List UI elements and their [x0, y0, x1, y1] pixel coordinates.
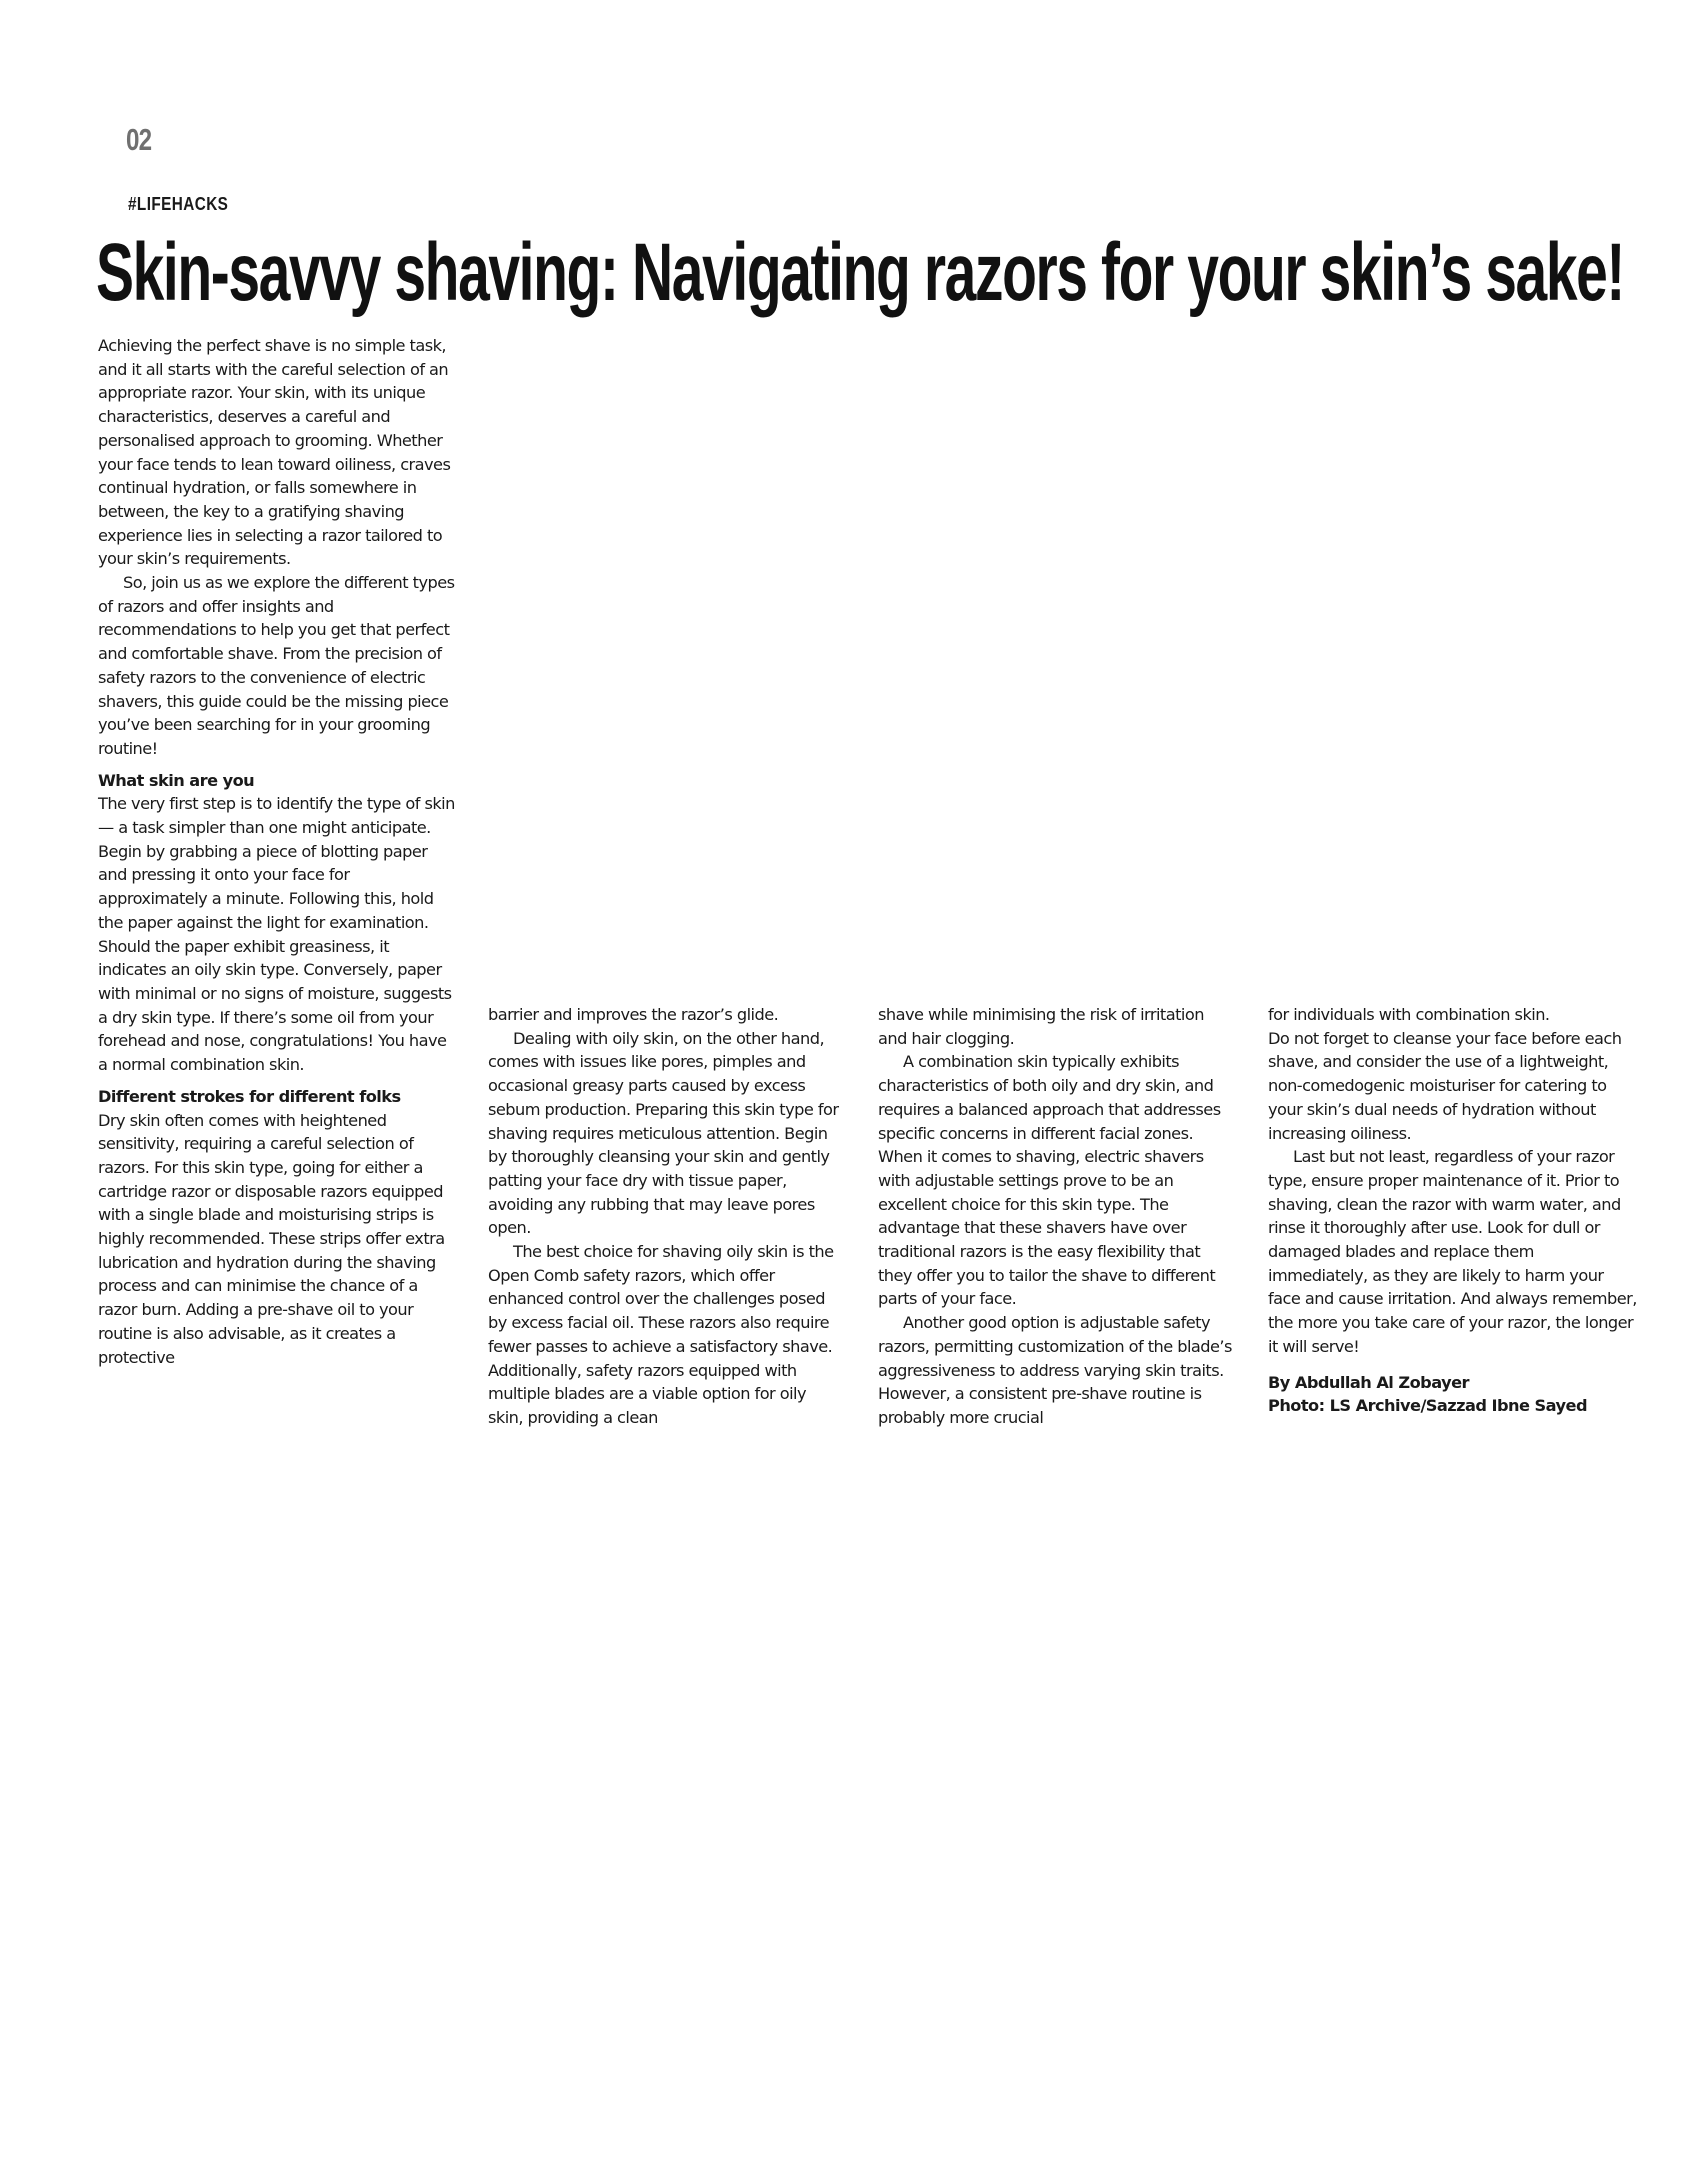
- paragraph: A combination skin typically exhibits characteristics of both oily and dry skin, and requires a balanced approach that addresses specific concerns in different facial zones. When it comes to shaving, electric shavers with adjustable settings prove to be an excellent choice for this skin type. The advantage that these shavers have over traditional razors is the easy flexibility that they offer you to tailor the shave to different parts of your face.: [878, 1052, 1221, 1309]
- page-number: 02: [126, 122, 152, 157]
- paragraph: Another good option is adjustable safety razors, permitting customization of the blade’s aggressiveness to address varying skin traits. However, a consistent pre-shave routine is probably more crucial: [878, 1313, 1232, 1427]
- article-column-2: [488, 1003, 845, 1430]
- photo-credit: Photo: LS Archive/Sazzad Ibne Sayed: [1268, 1396, 1587, 1416]
- article-headline: Skin-savvy shaving: Navigating razors for your skin’s sake!: [96, 227, 1625, 318]
- paragraph: Dry skin often comes with heightened sensitivity, requiring a careful selection of razors. For this skin type, going for either a cartridge razor or disposable razors equipped with a single blade and moisturising strips is highly recommended. These strips offer extra lubrication and hydration during the shaving process and can minimise the chance of a razor burn. Adding a pre-shave oil to your routine is also advisable, as it creates a protective: [98, 1110, 445, 1367]
- paragraph: Last but not least, regardless of your razor type, ensure proper maintenance of it. Prior to shaving, clean the razor with warm water, and rinse it thoroughly after use. Look for dull or damaged blades and replace them immediately, as they are likely to harm your face and cause irritation. And always remember, the more you take care of your razor, the longer it will serve!: [1268, 1147, 1637, 1356]
- subheading: Different strokes for different folks: [98, 1086, 401, 1106]
- paragraph: shave while minimising the risk of irritation and hair clogging.: [878, 1005, 1204, 1048]
- article-column-4: [1268, 1003, 1638, 1418]
- paragraph: The very first step is to identify the type of skin — a task simpler than one might anticipate. Begin by grabbing a piece of blotting paper and pressing it onto your face for approximately a minute. Following this, hold the paper against the light for examination. Should the paper exhibit greasiness, it indicates an oily skin type. Conversely, paper with minimal or no signs of moisture, suggests a dry skin type. If there’s some oil from your forehead and nose, congratulations! You have a normal combination skin.: [98, 794, 455, 1075]
- paragraph: Do not forget to cleanse your face before each shave, and consider the use of a lightweight, non-comedogenic moisturiser for catering to your skin’s dual needs of hydration without increasing oiliness.: [1268, 1028, 1622, 1143]
- paragraph: Dealing with oily skin, on the other hand, comes with issues like pores, pimples and occasional greasy parts caused by excess sebum production. Preparing this skin type for shaving requires meticulous attention. Begin by thoroughly cleansing your skin and gently patting your face dry with tissue paper, avoiding any rubbing that may leave pores open.: [488, 1028, 839, 1238]
- subheading: What skin are you: [98, 770, 255, 790]
- paragraph: The best choice for shaving oily skin is the Open Comb safety razors, which offer enhanced control over the challenges posed by excess facial oil. These razors also require fewer passes to achieve a satisfactory shave. Additionally, safety razors equipped with multiple blades are a viable option for oily skin, providing a clean: [488, 1242, 834, 1427]
- paragraph: Achieving the perfect shave is no simple task, and it all starts with the careful selection of an appropriate razor. Your skin, with its unique characteristics, deserves a careful and personalised approach to grooming. Whether your face tends to lean toward oiliness, craves continual hydration, or falls somewhere in between, the key to a gratifying shaving experience lies in selecting a razor tailored to your skin’s requirements.: [98, 336, 451, 569]
- author-byline: By Abdullah Al Zobayer: [1268, 1372, 1469, 1392]
- paragraph: for individuals with combination skin.: [1268, 1005, 1550, 1024]
- paragraph: barrier and improves the razor’s glide.: [488, 1005, 779, 1024]
- article-column-3: [878, 1003, 1235, 1430]
- section-tag: #LIFEHACKS: [128, 194, 229, 214]
- paragraph: So, join us as we explore the different types of razors and offer insights and recommendations to help you get that perfect and comfortable shave. From the precision of safety razors to the convenience of electric shavers, this guide could be the missing piece you’ve been searching for in your grooming routine!: [98, 573, 455, 758]
- article-column-1: [98, 334, 455, 1369]
